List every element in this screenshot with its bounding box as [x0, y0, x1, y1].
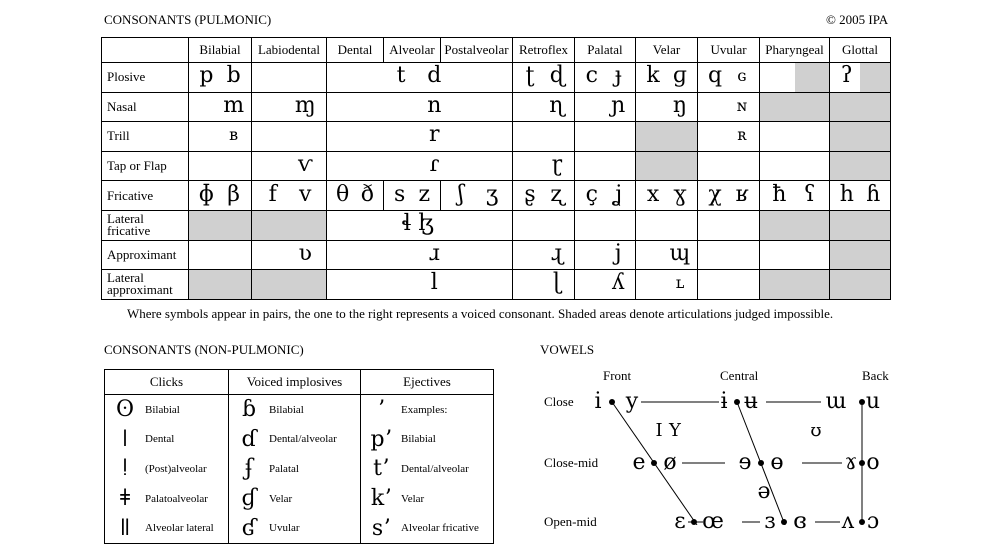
col-velar: Velar — [636, 38, 698, 63]
symbol: ɟ — [614, 63, 622, 89]
symbol: q — [708, 63, 723, 89]
col-pharyngeal: Pharyngeal — [760, 38, 830, 63]
symbol: h — [839, 181, 854, 207]
row-label-tap: Tap or Flap — [102, 151, 189, 181]
symbol: ɠ — [241, 486, 257, 512]
symbol: v — [299, 181, 312, 207]
symbol: ʐ — [550, 181, 564, 207]
vowel-symbol: ə — [757, 479, 771, 504]
vowel-symbol: I — [655, 420, 663, 441]
symbol: θ — [336, 181, 350, 207]
symbol: tʼ — [373, 456, 389, 482]
symbol: ʄ — [244, 456, 254, 482]
symbol: ɬ ɮ — [401, 211, 434, 237]
copyright: © 2005 IPA — [826, 12, 889, 27]
vowel-dot — [691, 519, 697, 525]
vowel-symbol: ɯ — [825, 389, 847, 414]
symbol: ǃ — [121, 456, 129, 482]
col-glottal: Glottal — [830, 38, 891, 63]
symbol: ɡ — [672, 63, 687, 89]
symbol: ǀ — [121, 426, 129, 452]
ejective-label: Velar — [401, 492, 425, 505]
symbol: ɴ — [736, 95, 748, 115]
implosive-label: Velar — [269, 492, 293, 505]
pulmonic-note: Where symbols appear in pairs, the one to the right represents a voiced consonant. Shaded areas denote articulations judged impossible. — [127, 306, 834, 321]
row-label-plosive: Plosive — [102, 63, 189, 93]
symbol: ⱱ — [297, 151, 313, 177]
symbol: k — [646, 63, 660, 89]
symbol: β — [227, 181, 240, 207]
symbol: ɢ — [737, 66, 747, 86]
vowel-symbol: ʌ — [841, 509, 855, 534]
vowel-symbol: ɨ — [720, 389, 728, 414]
col-palatal: Palatal — [575, 38, 636, 63]
click-label: Palatoalveolar — [145, 492, 208, 505]
col-postalveolar: Postalveolar — [441, 38, 513, 63]
vowel-symbol: ʊ — [810, 420, 822, 441]
symbol: ɳ — [549, 92, 565, 118]
ejective-label: Bilabial — [401, 433, 436, 446]
symbol: ǂ — [119, 486, 131, 512]
symbol: χ — [708, 181, 722, 207]
symbol: c — [585, 63, 598, 89]
symbol: ɸ — [198, 181, 214, 207]
vowel-symbol: ɜ — [764, 509, 776, 534]
vowel-dot — [859, 519, 865, 525]
vowel-symbol: ø — [663, 450, 677, 475]
vowel-symbol: ɔ — [866, 509, 880, 534]
vowel-row-open-mid: Open-mid — [544, 514, 597, 529]
symbol: ç — [585, 181, 598, 207]
nonpulmonic-title: CONSONANTS (NON-PULMONIC) — [104, 342, 304, 357]
symbol: ʈ — [525, 63, 535, 89]
vowel-col-front: Front — [603, 368, 632, 383]
symbol: pʼ — [370, 426, 392, 452]
vowel-dot — [758, 460, 764, 466]
vowel-dot — [859, 399, 865, 405]
symbol: ʛ — [241, 515, 257, 541]
vowel-symbol: ɘ — [738, 450, 752, 475]
symbol: ʙ — [229, 125, 239, 145]
label-line: Lateral — [107, 270, 144, 286]
symbol: ʒ — [485, 181, 499, 207]
symbol: ʝ — [614, 181, 623, 207]
symbol: m — [223, 92, 245, 118]
vowel-symbol: y — [625, 389, 639, 414]
ejective-label: Dental/alveolar — [401, 462, 469, 475]
vowel-symbol: e — [632, 450, 646, 475]
symbol: ʂ — [524, 181, 536, 207]
symbol: ɾ — [429, 151, 440, 177]
symbol: ʎ — [611, 270, 625, 296]
symbol: d — [427, 63, 442, 89]
header-clicks: Clicks — [105, 370, 229, 395]
vowel-dot — [859, 460, 865, 466]
vowel-symbol: u — [865, 389, 881, 414]
symbol: sʼ — [371, 515, 391, 541]
ejective-label: Examples: — [401, 403, 448, 416]
symbol: ɽ — [551, 151, 563, 177]
col-uvular: Uvular — [698, 38, 760, 63]
col-labiodental: Labiodental — [252, 38, 327, 63]
vowel-dot — [651, 460, 657, 466]
vowel-symbol: ʉ — [743, 389, 759, 414]
vowel-symbol: Y — [669, 420, 681, 441]
click-label: Bilabial — [145, 403, 180, 416]
symbol: ɓ — [241, 397, 257, 423]
symbol: ʃ — [457, 181, 464, 207]
symbol: ʔ — [840, 63, 853, 89]
vowel-dot — [609, 399, 615, 405]
symbol: ɦ — [866, 181, 881, 207]
symbol: b — [226, 63, 241, 89]
symbol: ŋ — [672, 92, 687, 118]
symbol: kʼ — [370, 486, 392, 512]
vowel-symbol: o — [866, 450, 880, 475]
header-implosives: Voiced implosives — [229, 370, 361, 395]
label-line: fricative — [107, 223, 151, 239]
col-dental: Dental — [327, 38, 384, 63]
vowel-dot — [734, 399, 740, 405]
symbol: ʀ — [737, 125, 747, 145]
symbol: ɗ — [241, 426, 257, 452]
row-label-nasal: Nasal — [102, 92, 189, 122]
col-bilabial: Bilabial — [189, 38, 252, 63]
implosive-label: Uvular — [269, 522, 300, 535]
row-label-approximant: Approximant — [102, 240, 189, 270]
symbol: j — [614, 240, 622, 266]
vowel-row-close-mid: Close-mid — [544, 455, 599, 470]
symbol: ɱ — [294, 92, 316, 118]
vowel-symbol: ɛ — [674, 509, 686, 534]
row-label-fricative: Fricative — [102, 181, 189, 211]
symbol: ʕ — [803, 181, 816, 207]
symbol: l — [430, 270, 438, 296]
vowel-symbol: œ — [702, 509, 724, 534]
symbol: ɣ — [673, 181, 687, 207]
vowels-title: VOWELS — [540, 342, 595, 357]
symbol: ɰ — [669, 240, 691, 266]
vowel-symbol: ɤ — [844, 450, 858, 475]
symbol: ʘ — [115, 397, 135, 423]
col-retroflex: Retroflex — [513, 38, 575, 63]
vowel-col-back: Back — [862, 368, 889, 383]
symbol: x — [646, 181, 660, 207]
symbol: z — [418, 181, 431, 207]
symbol: ħ — [772, 181, 787, 207]
vowel-symbol: ɞ — [793, 509, 807, 534]
vowel-col-central: Central — [720, 368, 759, 383]
symbol: ɖ — [549, 63, 565, 89]
vowel-symbol: ɵ — [770, 450, 784, 475]
symbol: ɹ — [428, 240, 440, 266]
symbol: s — [394, 181, 406, 207]
row-label-trill: Trill — [102, 122, 189, 152]
click-label: Dental — [145, 433, 175, 446]
label-line: Lateral — [107, 211, 144, 227]
implosive-label: Bilabial — [269, 403, 304, 416]
symbol: ð — [360, 181, 374, 207]
label-line: approximant — [107, 282, 173, 298]
symbol: ʟ — [675, 273, 685, 293]
symbol: n — [427, 92, 442, 118]
symbol: ʋ — [298, 240, 312, 266]
symbol: t — [396, 63, 406, 89]
implosive-label: Dental/alveolar — [269, 433, 337, 446]
symbol: p — [199, 63, 214, 89]
symbol: ǁ — [119, 515, 131, 541]
symbol: ʼ — [377, 397, 385, 423]
symbol: ɻ — [550, 240, 563, 266]
symbol: f — [268, 181, 277, 207]
vowel-row-close: Close — [544, 394, 574, 409]
symbol: r — [429, 122, 440, 148]
vowel-symbol: i — [594, 389, 602, 414]
col-alveolar: Alveolar — [384, 38, 441, 63]
click-label: Alveolar lateral — [145, 522, 214, 535]
ejective-label: Alveolar fricative — [401, 522, 479, 535]
pulmonic-title: CONSONANTS (PULMONIC) — [104, 12, 272, 27]
implosive-label: Palatal — [269, 462, 299, 475]
click-label: (Post)alveolar — [145, 462, 207, 475]
symbol: ʁ — [735, 181, 749, 207]
symbol: ɭ — [552, 270, 561, 296]
header-ejectives: Ejectives — [361, 370, 494, 395]
symbol: ɲ — [611, 92, 626, 118]
vowel-dot — [781, 519, 787, 525]
